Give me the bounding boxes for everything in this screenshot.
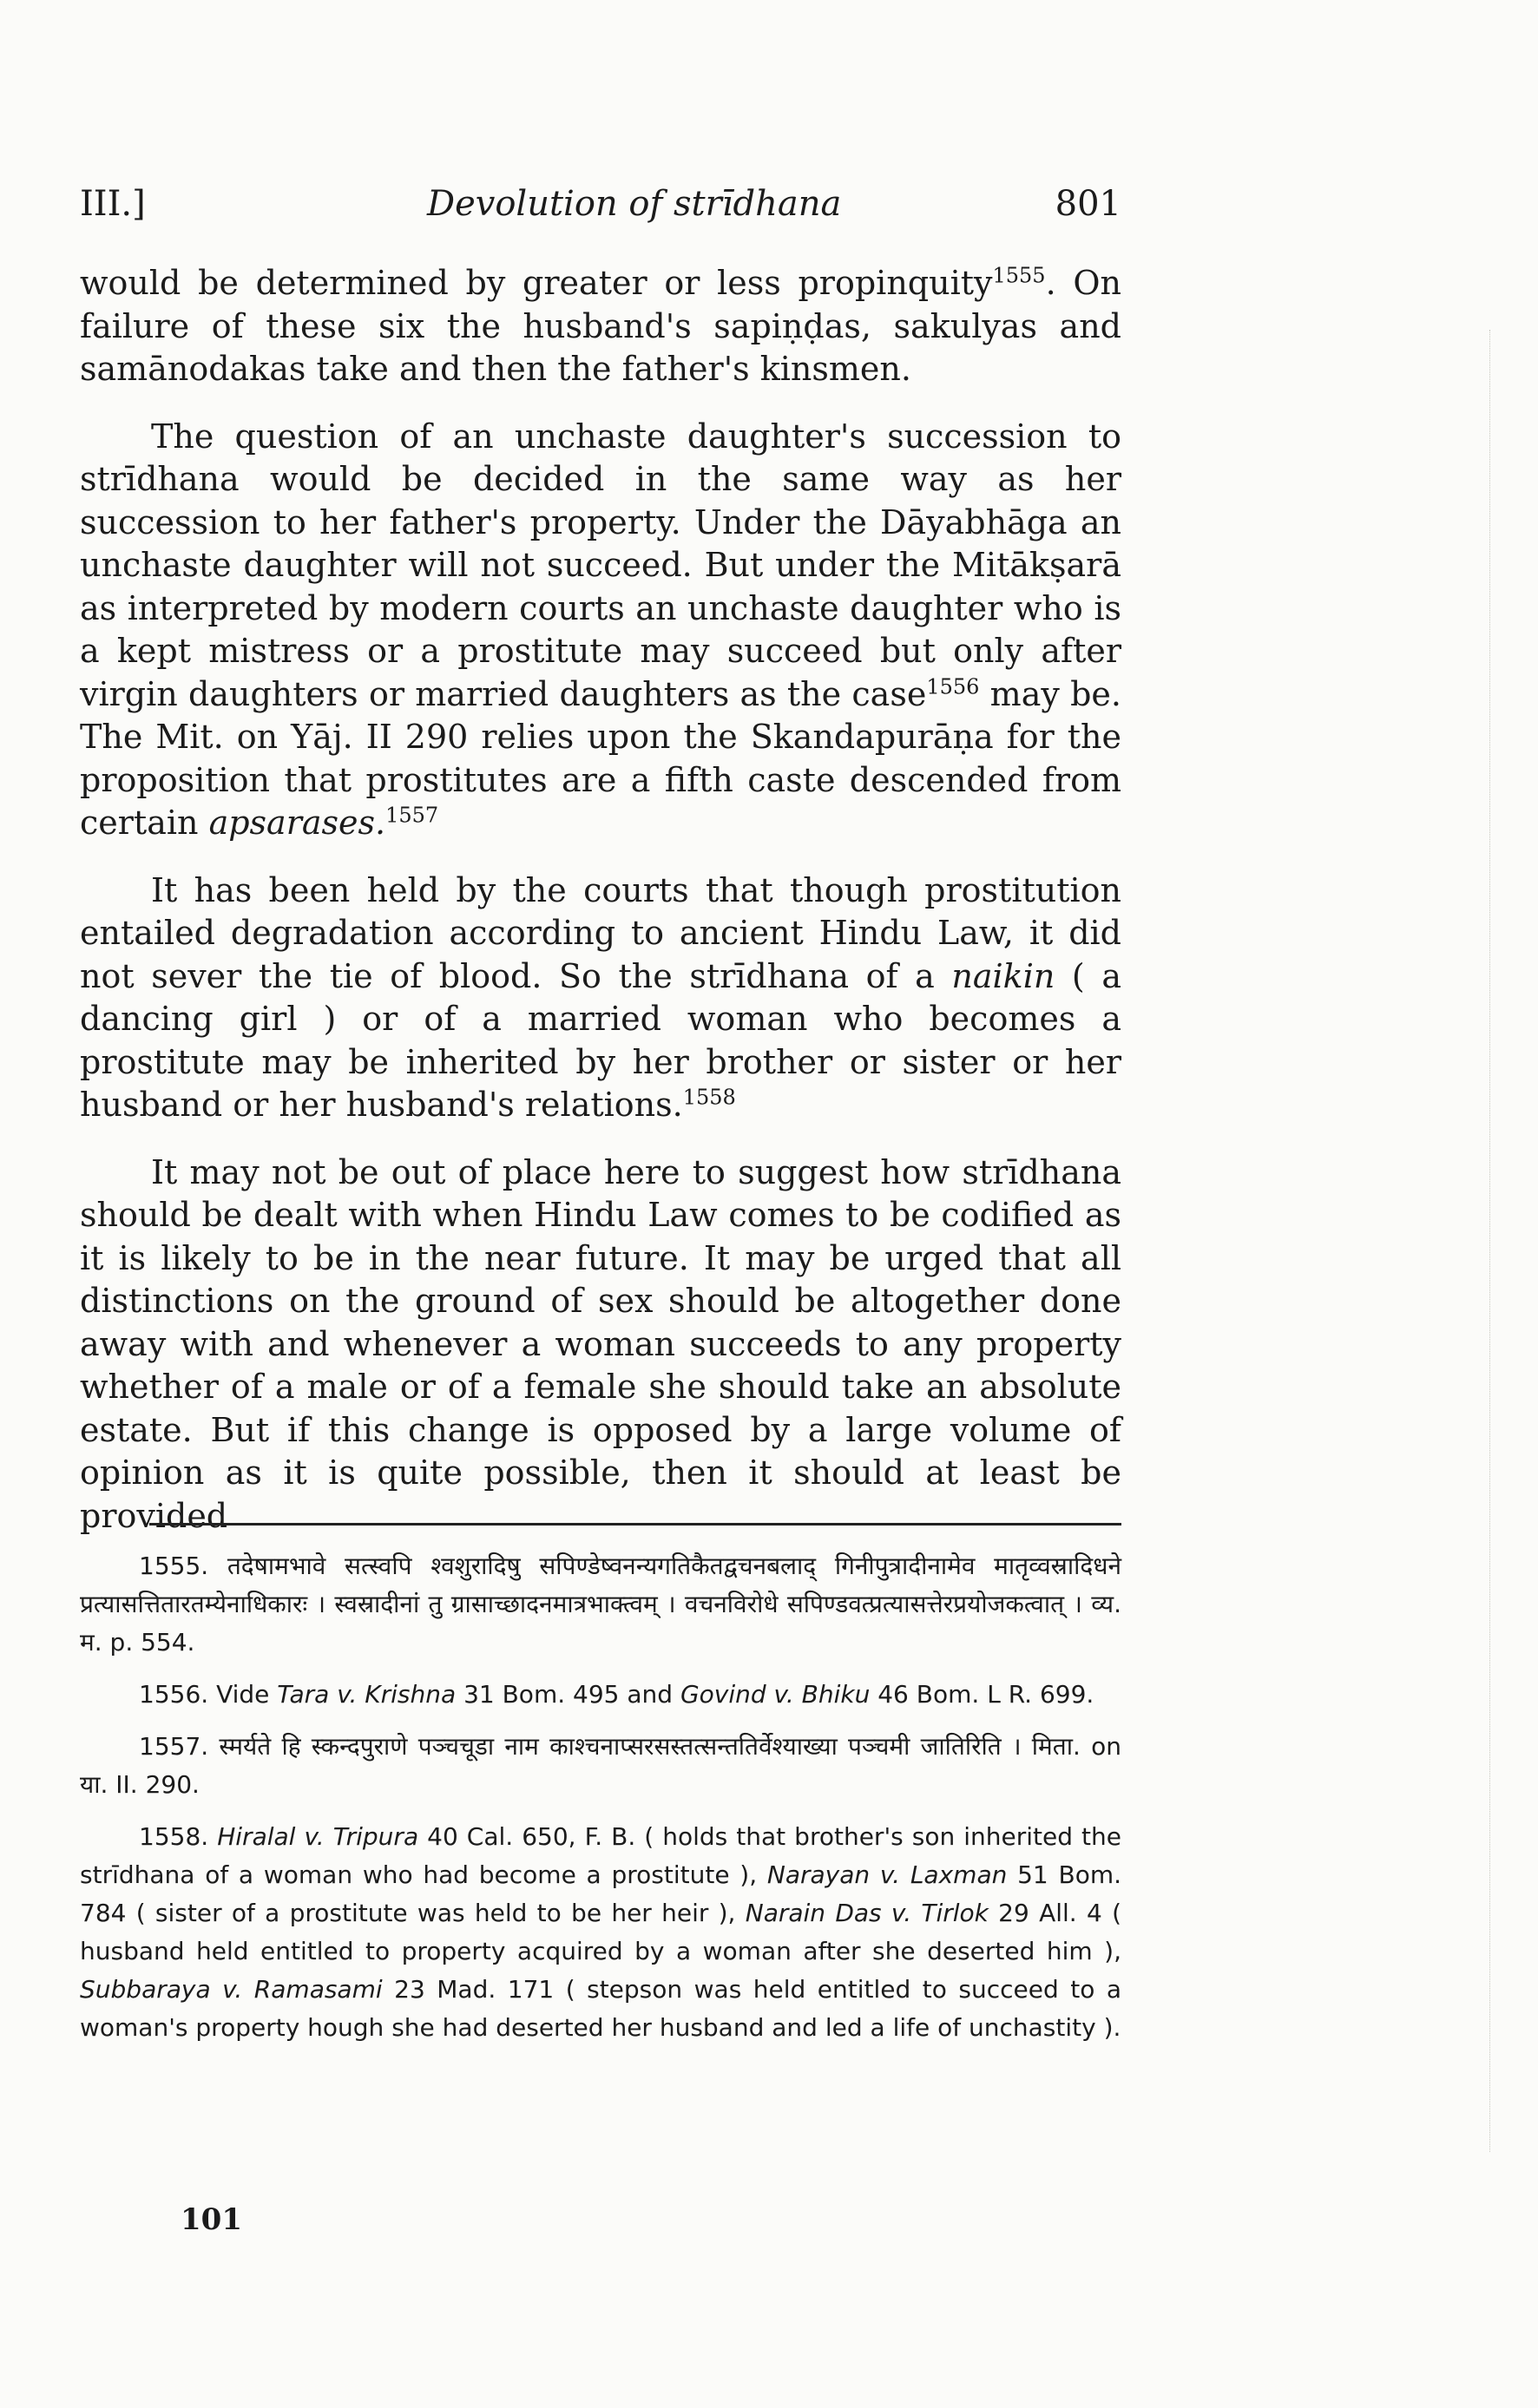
fn-sanskrit-text: स्मर्यते हि स्कन्दपुराणे पञ्चचूडा नाम काश्चनाप्सरसस्तत्सन्ततिर्वेश्याख्या पञ्चमी जातिरिति । मिता. on या. II. 290. — [80, 1732, 1121, 1799]
p4-text: It may not be out of place here to suggest how strīdhana should be dealt with when Hindu Law comes to be codified as it is likely to be in the near future. It may be urged that all distinctions on the ground of sex should be altogether done away with and whenever a woman succeeds to any property whether of a male or of a female she should take an absolute estate. But if this change is opposed by a large volume of opinion as it is quite possible, then it should at least be provided — [80, 1152, 1121, 1535]
footnote-ref-1558: 1558 — [682, 1085, 736, 1110]
footnote-1556 — [80, 1676, 1121, 1714]
paragraph-4 — [80, 1152, 1121, 1539]
case-name: Hiralal v. Tripura — [217, 1822, 419, 1851]
p2-apsarases: apsarases. — [208, 804, 386, 842]
signature-mark: 101 — [181, 2202, 242, 2237]
fn-number: 1555. — [139, 1552, 209, 1580]
page-number: 801 — [1055, 184, 1121, 224]
footnote-1558 — [80, 1818, 1121, 2047]
case-name: Narain Das v. Tirlok — [745, 1899, 989, 1927]
fn-text: 29 All. 4 ( husband held entitled to property acquired by a woman after she deserted him ), — [80, 1899, 1122, 1965]
fn-text: 31 Bom. 495 and — [456, 1680, 680, 1709]
fn-text: 23 Mad. 171 ( stepson was held entitled to succeed to a woman's property hough she had deserted her husband and led a life of unchastity ). — [80, 1975, 1121, 2042]
footnotes — [80, 1547, 1121, 2061]
footnote-ref-1556: 1556 — [926, 673, 980, 699]
p3-text: It has been held by the courts that though prostitution entailed degradation according to ancient Hindu Law, it did not sever the tie of blood. So the strīdhana of a — [80, 870, 1121, 995]
case-name: Subbaraya v. Ramasami — [80, 1975, 383, 2004]
running-header — [80, 184, 1121, 236]
p3-rest: ( a dancing girl ) or of a married woman who becomes a prostitute may be inherited by her brother or sister or her husband or her husband's relations. — [80, 956, 1121, 1124]
paragraph-2 — [80, 416, 1121, 845]
fn-number: 1558. — [139, 1822, 209, 1851]
p3-naikin: naikin — [951, 956, 1055, 995]
footnote-1557 — [80, 1728, 1121, 1804]
fn-vide: Vide — [216, 1680, 278, 1709]
p1-rest: . On failure of these six the husband's sapiṇḍas, sakulyas and samānodakas take and then the father's kinsmen. — [80, 264, 1121, 388]
paragraph-3 — [80, 869, 1121, 1127]
p2-mid: may be. The Mit. on Yāj. II 290 relies upon the Skandapurāṇa for the proposition that prostitutes are a fifth caste descended from certain — [80, 674, 1121, 842]
footnote-ref-1557: 1557 — [385, 803, 439, 828]
fn-text: 51 Bom. 784 ( sister of a prostitute was held to be her heir ), — [80, 1860, 1121, 1927]
fn-text: 46 Bom. L R. 699. — [870, 1680, 1094, 1709]
p1-text: would be determined by greater or less propinquity — [80, 264, 993, 302]
main-text — [80, 262, 1121, 1562]
p2-text: The question of an unchaste daughter's succession to strīdhana would be decided in the same way as her succession to her father's property. Under the Dāyabhāga an unchaste daughter will not succeed. But under the Mitākṣarā as interpreted by modern courts an unchaste daughter who is a kept mistress or a prostitute may succeed but only after virgin daughters or married daughters as the case — [80, 417, 1121, 713]
fn-sanskrit-text: तदेषामभावे सत्स्वपि श्वशुरादिषु सपिण्डेष्वनन्यगतिकैतद्वचनबलाद् गिनीपुत्रादीनामेव मातृव्वस्रादिधने प्रत्यासत्तितारतम्येनाधिकारः । स्वस्रादीनां तु ग्रासाच्छादनमात्रभाक्त्वम् । वचनविरोधे सपिण्डवत्प्रत्यासत्तेरप्रयोजकत्वात् । व्य. म. p. 554. — [80, 1552, 1121, 1657]
case-name: Tara v. Krishna — [277, 1680, 457, 1709]
footnote-ref-1555: 1555 — [992, 263, 1046, 288]
fn-number: 1557. — [139, 1732, 209, 1761]
footnote-divider — [149, 1523, 1121, 1526]
fn-text: 40 Cal. 650, F. B. ( holds that brother's son inherited the strīdhana of a woman who had become a prostitute ), — [80, 1822, 1122, 1889]
chapter-marker: III.] — [80, 184, 146, 224]
fn-number: 1556. — [139, 1680, 209, 1709]
scan-edge-marks — [1488, 330, 1490, 2152]
case-name: Narayan v. Laxman — [766, 1860, 1008, 1889]
case-name: Govind v. Bhiku — [680, 1680, 871, 1709]
footnote-1555 — [80, 1547, 1121, 1662]
paragraph-1 — [80, 262, 1121, 391]
running-title: Devolution of strīdhana — [427, 184, 842, 224]
